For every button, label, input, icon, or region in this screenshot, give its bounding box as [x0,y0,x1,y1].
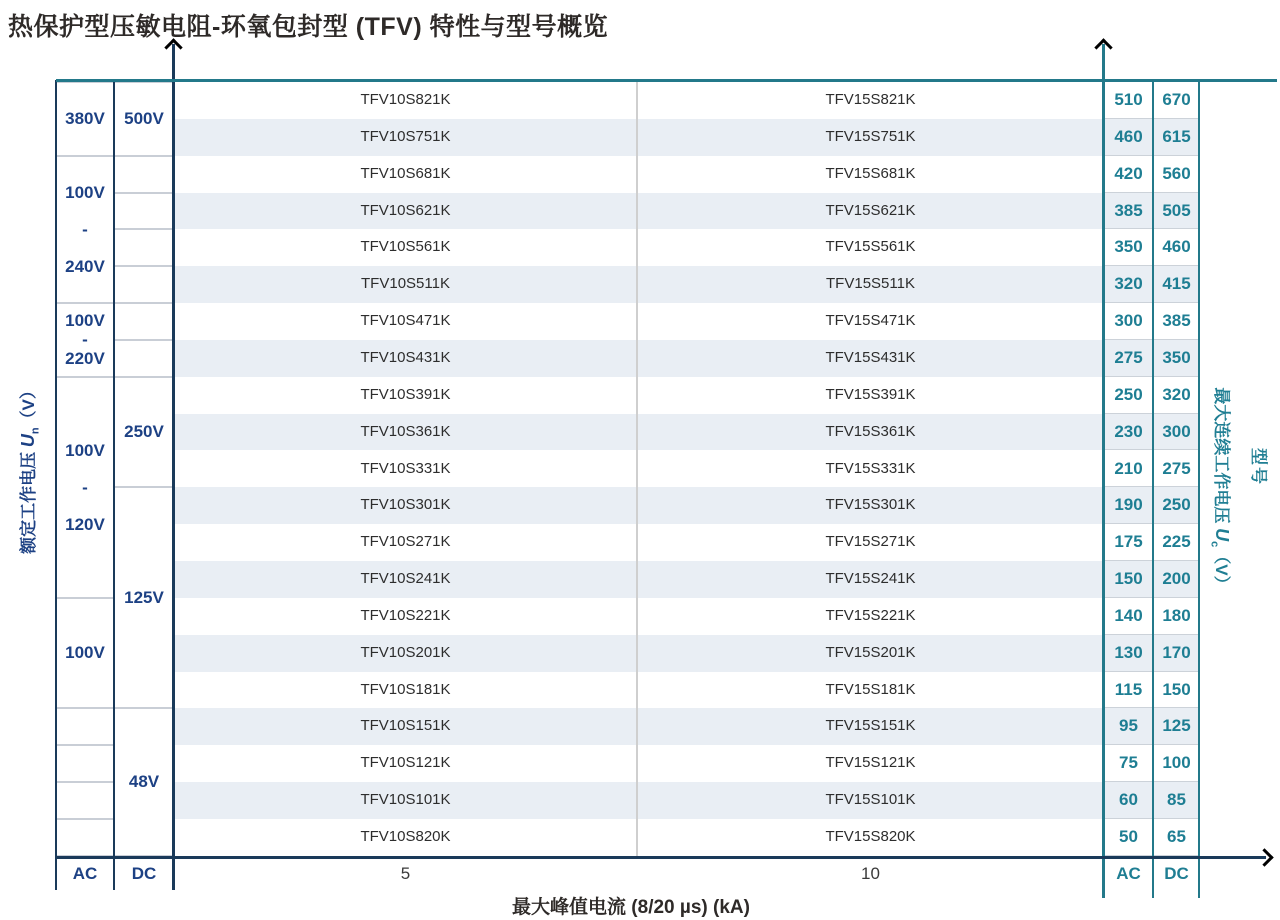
left-axis-symbol: U [18,434,38,448]
model-cell-5ka: TFV10S121K [360,754,451,772]
model-cell-10ka: TFV15S681K [825,164,916,182]
model-cell-10ka: TFV15S241K [825,570,916,588]
model-cell-10ka: TFV15S431K [825,348,916,366]
model-cell-5ka: TFV10S181K [360,680,451,698]
uc-dc-cell: 170 [1153,635,1200,672]
model-cell-10ka: TFV15S820K [825,828,916,845]
uc-dc-cell: 225 [1153,524,1200,561]
uc-ac-cell: 190 [1104,487,1153,524]
uc-ac-cell: 385 [1104,193,1153,230]
model-cell-10ka: TFV15S101K [825,791,916,809]
ac-voltage-cell-line: 100V [65,182,105,202]
right-axis-title [1209,280,1235,700]
dc-voltage-cell [114,229,174,266]
dc-voltage-cell-line: 125V [124,587,164,607]
uc-ac-cell: 115 [1104,672,1153,709]
right-axis-subscript: c [1208,541,1221,548]
model-cell-5ka: TFV10S471K [360,312,451,330]
dc-voltage-cell [114,340,174,377]
uc-dc-cell: 385 [1153,303,1200,340]
right-axis-title-text: 最大连续工作电压 [1212,387,1231,529]
dc-voltage-cell [114,303,174,340]
uc-ac-cell: 95 [1104,708,1153,745]
left-axis-title [15,258,41,678]
ac-voltage-cell [56,782,114,819]
dc-voltage-cell [114,266,174,303]
right-axis-symbol: U [1212,528,1232,542]
uc-ac-cell: 510 [1104,82,1153,119]
footer-ac-left: AC [72,864,98,883]
model-cell-5ka: TFV10S820K [360,828,451,845]
model-axis-title: 型号 [1249,448,1268,486]
left-axis-unit: （V） [19,382,38,428]
ac-voltage-cell [56,156,114,303]
ac-voltage-cell [56,819,114,856]
model-cell-10ka: TFV15S621K [825,201,916,219]
model-cell-5ka: TFV10S221K [360,606,451,624]
uc-dc-cell: 250 [1153,487,1200,524]
model-cell-5ka: TFV10S331K [360,459,451,477]
left-axis-subscript: n [29,427,42,435]
model-cell-5ka: TFV10S431K [360,348,451,366]
dc-voltage-cell [114,193,174,230]
ac-voltage-cell-line: - [82,477,88,497]
uc-dc-cell: 505 [1153,193,1200,230]
uc-dc-cell: 300 [1153,414,1200,451]
ac-dc-divider-left [113,80,115,890]
dc-voltage-cell [114,487,174,708]
model-cell-10ka: TFV15S201K [825,643,916,661]
uc-ac-cell: 230 [1104,414,1153,451]
bottom-x-axis-line [56,856,1266,859]
ac-voltage-cell [56,745,114,782]
uc-ac-cell: 420 [1104,156,1153,193]
ac-voltage-cell [56,377,114,598]
model-cell-5ka: TFV10S241K [360,570,451,588]
table-right-border [1198,82,1200,898]
model-cell-10ka: TFV15S221K [825,606,916,624]
uc-dc-cell: 415 [1153,266,1200,303]
footer-dc-right: DC [1164,864,1189,883]
ac-voltage-cell [56,303,114,377]
model-cell-5ka: TFV10S681K [360,164,451,182]
dc-voltage-cell [114,82,174,156]
model-cell-10ka: TFV15S511K [826,275,915,293]
model-cell-5ka: TFV10S301K [360,496,451,514]
table-left-border [55,80,57,890]
model-cell-10ka: TFV15S821K [825,91,916,108]
dc-voltage-cell-line: 48V [128,772,160,792]
uc-ac-cell: 175 [1104,524,1153,561]
uc-dc-cell: 150 [1153,672,1200,709]
model-cell-10ka: TFV15S361K [825,422,916,440]
ac-voltage-cell-line: - [82,330,88,350]
dc-voltage-cell-line: 500V [124,108,164,128]
uc-dc-cell: 125 [1153,708,1200,745]
model-cell-10ka: TFV15S181K [825,680,916,698]
dc-voltage-cell-line: 250V [124,422,164,442]
footer-peak-current-10: 10 [861,864,880,883]
ac-voltage-cell-line: 120V [65,514,105,534]
ac-voltage-cell-line: 100V [65,440,105,460]
right-arrow-icon [1255,848,1273,866]
page-title: 热保护型压敏电阻-环氧包封型 (TFV) 特性与型号概览 [8,13,609,41]
model-cell-5ka: TFV10S361K [360,422,451,440]
up-arrow-icon [1094,38,1112,56]
uc-dc-cell: 615 [1153,119,1200,156]
uc-dc-cell: 670 [1153,82,1200,119]
footer-ac-right: AC [1116,864,1141,883]
uc-ac-cell: 275 [1104,340,1153,377]
uc-ac-cell: 140 [1104,598,1153,635]
ac-voltage-cell [56,708,114,745]
ac-dc-divider-right [1152,82,1154,898]
bottom-axis-title: 最大峰值电流 (8/20 µs) (kA) [512,897,750,918]
ac-voltage-cell [56,82,114,156]
uc-ac-cell: 75 [1104,745,1153,782]
uc-ac-cell: 210 [1104,451,1153,488]
model-cell-5ka: TFV10S271K [360,533,451,551]
uc-dc-cell: 275 [1153,451,1200,488]
uc-dc-cell: 180 [1153,598,1200,635]
model-cell-5ka: TFV10S511K [361,275,450,293]
model-cell-5ka: TFV10S101K [360,791,451,809]
uc-dc-cell: 200 [1153,561,1200,598]
footer-peak-current-5: 5 [400,864,411,883]
model-cell-5ka: TFV10S391K [360,385,451,403]
model-column-divider [636,82,638,856]
model-cell-5ka: TFV10S151K [360,717,451,735]
ac-voltage-cell [56,598,114,709]
uc-dc-cell: 560 [1153,156,1200,193]
uc-ac-cell: 300 [1104,303,1153,340]
uc-dc-cell: 100 [1153,745,1200,782]
model-cell-5ka: TFV10S751K [360,127,451,145]
uc-ac-cell: 250 [1104,377,1153,414]
ac-voltage-cell-line: 220V [65,349,105,369]
footer-dc-left: DC [131,864,157,883]
uc-ac-cell: 60 [1104,782,1153,819]
model-cell-10ka: TFV15S271K [825,533,916,551]
right-y-axis-line [1102,44,1105,898]
uc-ac-cell: 350 [1104,229,1153,266]
model-cell-5ka: TFV10S201K [360,643,451,661]
left-y-axis-line [172,44,175,890]
ac-voltage-cell-line: - [82,219,88,239]
model-cell-5ka: TFV10S561K [360,238,451,256]
model-cell-10ka: TFV15S331K [825,459,916,477]
uc-dc-cell: 85 [1153,782,1200,819]
dc-voltage-cell [114,156,174,193]
model-cell-5ka: TFV10S621K [360,201,451,219]
uc-ac-cell: 50 [1104,819,1153,856]
uc-dc-cell: 65 [1153,819,1200,856]
uc-dc-cell: 320 [1153,377,1200,414]
uc-ac-cell: 130 [1104,635,1153,672]
model-cell-10ka: TFV15S121K [825,754,916,772]
table-top-border [56,79,1277,82]
uc-ac-cell: 150 [1104,561,1153,598]
ac-voltage-cell-line: 100V [65,643,105,663]
model-cell-10ka: TFV15S471K [825,312,916,330]
ac-voltage-cell-line: 100V [65,311,105,331]
model-cell-10ka: TFV15S391K [825,385,916,403]
uc-dc-cell: 350 [1153,340,1200,377]
uc-ac-cell: 460 [1104,119,1153,156]
left-axis-title-text: 额定工作电压 [19,447,38,554]
model-cell-10ka: TFV15S751K [825,127,916,145]
right-axis-unit: （V） [1212,547,1231,593]
uc-dc-cell: 460 [1153,229,1200,266]
dc-voltage-cell [114,708,174,855]
ac-voltage-cell-line: 240V [65,256,105,276]
model-cell-10ka: TFV15S561K [825,238,916,256]
uc-ac-cell: 320 [1104,266,1153,303]
model-cell-10ka: TFV15S151K [825,717,916,735]
dc-voltage-cell [114,377,174,488]
model-cell-5ka: TFV10S821K [360,91,451,108]
model-cell-10ka: TFV15S301K [825,496,916,514]
ac-voltage-cell-line: 380V [65,108,105,128]
